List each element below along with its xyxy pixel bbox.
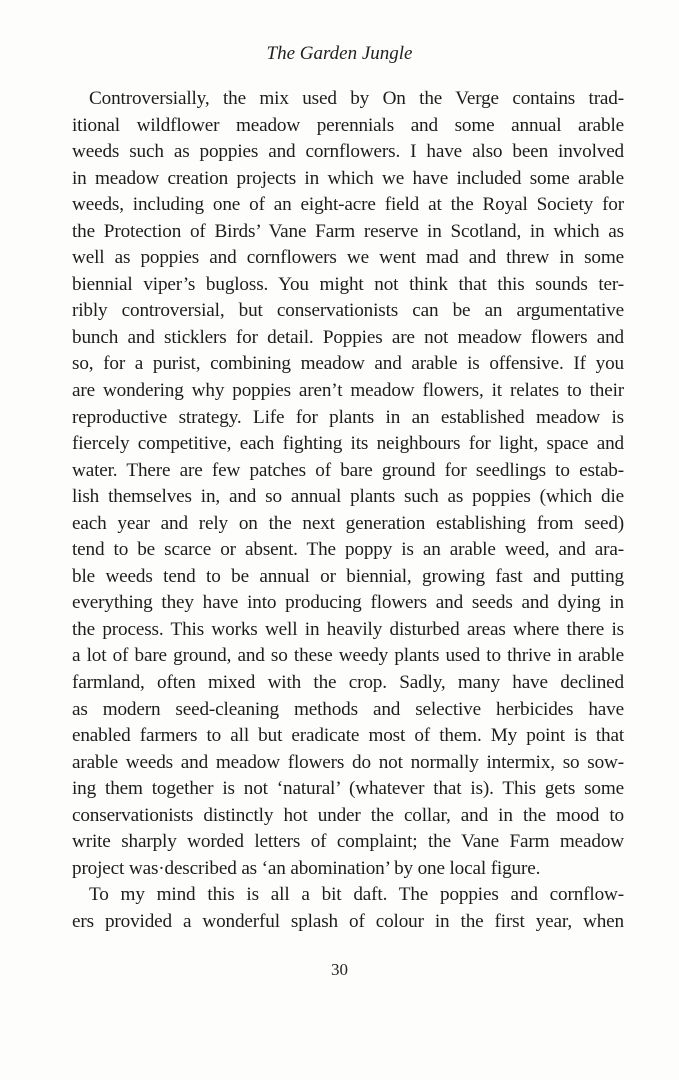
text-line: reproductive strategy. Life for plants in an established meadow is	[72, 406, 624, 428]
page-number: 30	[331, 960, 348, 979]
text-line: in meadow creation projects in which we have included some arable	[72, 167, 624, 189]
text-line: a lot of bare ground, and so these weedy plants used to thrive in arable	[72, 645, 624, 667]
text-line: the Protection of Birds’ Vane Farm reserve in Scotland, in which as	[72, 220, 624, 242]
text-line: ble weeds tend to be annual or biennial, growing fast and putting	[72, 565, 624, 587]
text-line: the process. This works well in heavily disturbed areas where there is	[72, 618, 624, 640]
text-line: bunch and sticklers for detail. Poppies are not meadow flowers and	[72, 326, 624, 348]
text-line: fiercely competitive, each fighting its neighbours for light, space and	[72, 433, 624, 455]
text-line: ing them together is not ‘natural’ (whatever that is). This gets some	[72, 778, 624, 800]
text-line: weeds, including one of an eight-acre field at the Royal Society for	[72, 194, 624, 216]
text-line: enabled farmers to all but eradicate most of them. My point is that	[72, 725, 624, 747]
text-line: biennial viper’s bugloss. You might not think that this sounds ter-	[72, 273, 624, 295]
text-line: ers provided a wonderful splash of colour in the first year, when	[72, 910, 624, 932]
text-line: so, for a purist, combining meadow and arable is offensive. If you	[72, 353, 624, 375]
text-line: weeds such as poppies and cornflowers. I have also been involved	[72, 141, 624, 163]
text-line: To my mind this is all a bit daft. The poppies and cornflow-	[89, 884, 624, 906]
text-line: everything they have into producing flowers and seeds and dying in	[72, 592, 624, 614]
text-line: project was·described as ‘an abomination’ by one local figure.	[72, 857, 541, 879]
text-line: Controversially, the mix used by On the Verge contains trad-	[89, 88, 624, 109]
text-line: are wondering why poppies aren’t meadow flowers, it relates to their	[72, 380, 624, 402]
text-line: arable weeds and meadow flowers do not normally intermix, so sow-	[72, 751, 624, 773]
text-line: itional wildflower meadow perennials and some annual arable	[72, 114, 624, 136]
paragraph-1	[72, 86, 624, 882]
text-line: each year and rely on the next generation establishing from seed)	[72, 512, 624, 534]
text-line: ribly controversial, but conservationists can be an argumentative	[72, 300, 624, 322]
text-line: tend to be scarce or absent. The poppy is an arable weed, and ara-	[72, 539, 624, 561]
body-text	[72, 86, 624, 936]
text-line: as modern seed-cleaning methods and selective herbicides have	[72, 698, 624, 720]
paragraph-2	[72, 882, 624, 935]
text-line: water. There are few patches of bare ground for seedlings to estab-	[72, 459, 624, 481]
text-line: lish themselves in, and so annual plants such as poppies (which die	[72, 486, 624, 508]
running-head: The Garden Jungle	[266, 43, 413, 64]
text-line: conservationists distinctly hot under the collar, and in the mood to	[72, 804, 624, 826]
text-line: write sharply worded letters of complaint; the Vane Farm meadow	[72, 831, 624, 853]
text-line: farmland, often mixed with the crop. Sadly, many have declined	[72, 672, 624, 694]
text-line: well as poppies and cornflowers we went mad and threw in some	[72, 247, 624, 269]
